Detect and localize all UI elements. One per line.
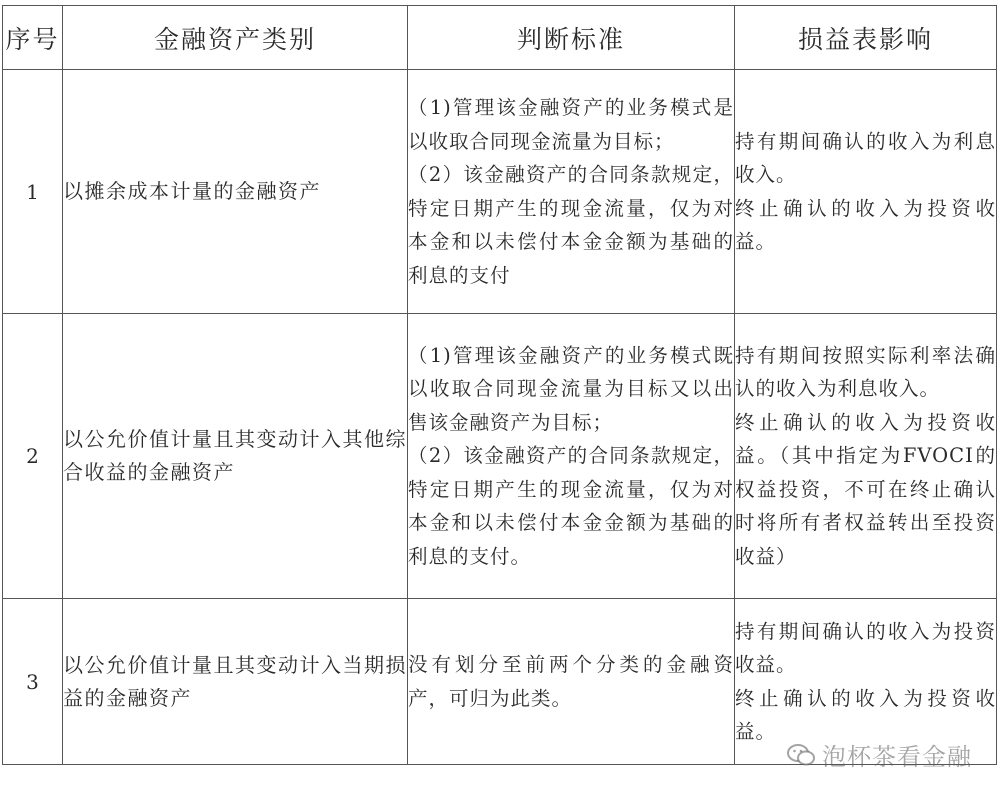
table-row: [3, 314, 997, 599]
row-criteria: [408, 599, 735, 765]
effect-item: 终止确认的收入为投资收益。: [735, 196, 996, 253]
criteria-item: （2）该金融资产的合同条款规定，特定日期产生的现金流量，仅为对本金和以未偿付本金金额为基础的利息的支付。: [408, 444, 734, 568]
row-serial: 3: [3, 599, 63, 765]
criteria-item: 没有划分至前两个分类的金融资产，可归为此类。: [408, 653, 734, 710]
header-income-effect: 损益表影响: [735, 6, 997, 70]
table-header-row: [3, 6, 997, 70]
financial-asset-table: [2, 5, 997, 765]
effect-item: 终止确认的收入为投资收益。（其中指定为FVOCI的权益投资，不可在终止确认时将所有者权益转出至投资收益）: [735, 410, 996, 568]
row-serial: 1: [3, 70, 63, 314]
row-effect: [735, 314, 997, 599]
table-row: [3, 70, 997, 314]
effect-item: 持有期间确认的收入为投资收益。: [735, 619, 996, 676]
watermark: [786, 737, 972, 772]
effect-item: 持有期间按照实际利率法确认的收入为利息收入。: [735, 343, 996, 401]
row-category: 以摊余成本计量的金融资产: [63, 70, 408, 314]
header-criteria: 判断标准: [408, 6, 735, 70]
effect-item: 持有期间确认的收入为利息收入。: [735, 129, 996, 186]
row-serial: 2: [3, 314, 63, 599]
row-criteria: [408, 70, 735, 314]
criteria-item: （2）该金融资产的合同条款规定，特定日期产生的现金流量，仅为对本金和以未偿付本金金额为基础的利息的支付: [408, 163, 734, 287]
row-criteria: [408, 314, 735, 599]
wechat-icon: [786, 742, 816, 768]
watermark-text: 泡杯茶看金融: [822, 743, 972, 771]
criteria-item: （1)管理该金融资产的业务模式既以收取合同现金流量为目标又以出售该金融资产为目标；: [408, 343, 734, 434]
criteria-item: （1)管理该金融资产的业务模式是以收取合同现金流量为目标；: [408, 96, 734, 153]
effect-item: 终止确认的收入为投资收益。: [735, 686, 996, 743]
row-category: 以公允价值计量且其变动计入当期损益的金融资产: [63, 599, 408, 765]
header-serial: 序号: [3, 6, 63, 70]
row-effect: [735, 70, 997, 314]
header-category: 金融资产类别: [63, 6, 408, 70]
row-category: 以公允价值计量且其变动计入其他综合收益的金融资产: [63, 314, 408, 599]
